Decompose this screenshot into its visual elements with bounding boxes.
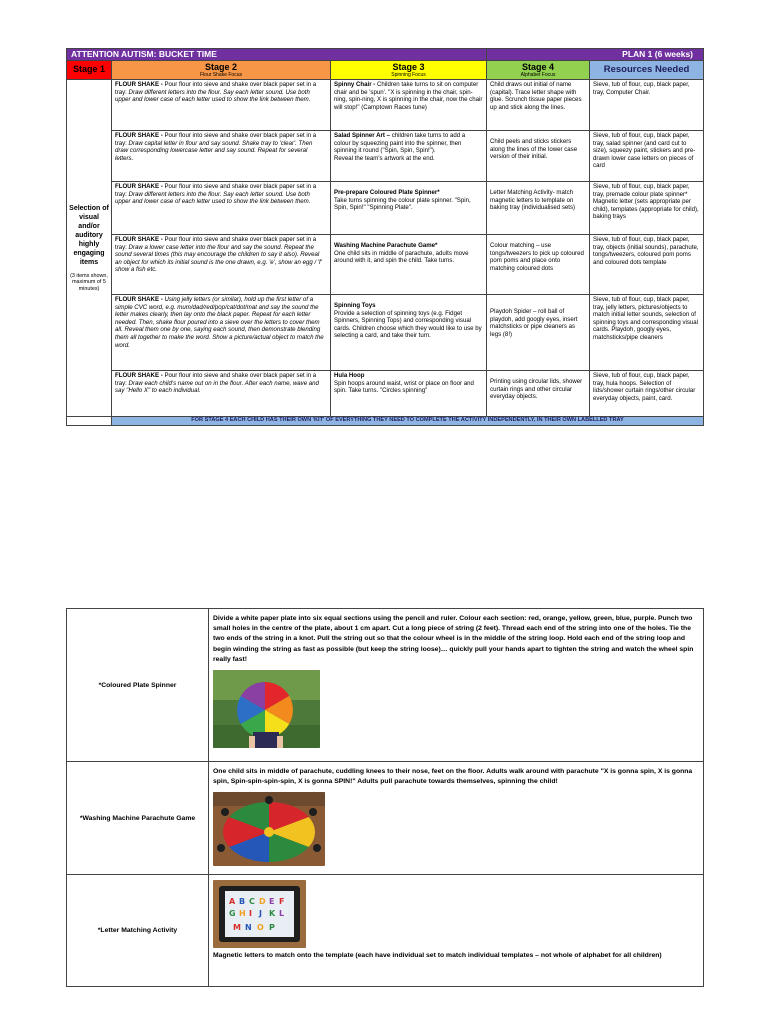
cell-text: Child draws out initial of name (capital). Trace letter shape with glue. Scrunch tissue paper pieces up and stick along the lines. (490, 81, 582, 111)
plan-row-3 (67, 182, 704, 235)
svg-text:D: D (259, 897, 266, 906)
resources-cell (590, 371, 704, 417)
cell-lead: Salad Spinner Art – (334, 132, 392, 139)
cell-text: Sieve, tub of flour, cup, black paper, tray, salad spinner (and card cut to size), squeezy paint, stickers and pre-drawn lower case letters on pieces of card (593, 132, 696, 170)
stage-3-cell (331, 182, 487, 235)
bucket-time-plan-table (66, 48, 704, 426)
svg-text:L: L (279, 909, 285, 918)
stage-2-cell (112, 131, 331, 182)
stage-4-name: Stage 4 (522, 62, 555, 72)
cell-text: Colour matching – use tongs/tweezers to pick up coloured pom poms and place onto matching coloured dots (490, 242, 584, 272)
stage-2-cell (112, 80, 331, 131)
plan-footer-row (67, 417, 704, 426)
stage-3-cell (331, 235, 487, 295)
cell-lead: FLOUR SHAKE - (115, 132, 165, 139)
cell-text: Sieve, tub of flour, cup, black paper, tray, premade colour plate spinner* Magnetic letter (sets appropriate per child), templates (appropriate for child), baking trays (593, 183, 699, 221)
svg-text:G: G (229, 909, 236, 918)
cell-instruction: Using jelly letters (or similar), hold up the first letter of a simple CVC word, e.g. mum/dad/red/pop/cat/dot/mat and say the sound the letter makes clearly, then lay onto the black paper. Repeat for each letter needed. Then, shake flour poured into a sieve over the letters to cover them all. Reveal them one by one, saying each sound, then demonstrate blending them all together to make the word. Show a picture/actual object to match the word. (115, 296, 324, 349)
magnetic-letters-tablet-photo (213, 880, 306, 948)
stage-4-focus: Alphabet Focus (520, 72, 556, 78)
cell-lead: Hula Hoop (334, 372, 365, 379)
plan-title: ATTENTION AUTISM: BUCKET TIME (67, 49, 487, 61)
resources-header: Resources Needed (590, 61, 704, 80)
stage-2-cell (112, 235, 331, 295)
cell-text: Printing using circular lids, shower curtain rings and other circular everyday objects. (490, 378, 583, 401)
cell-instruction: Draw capital letter in flour and say sound. Shake tray to 'clear'. Then draw corresponding lowercase letter and say sound. Repeat for several letters. (115, 139, 313, 162)
stage-3-cell (331, 80, 487, 131)
svg-text:K: K (269, 909, 276, 918)
activity-row-3 (67, 875, 704, 987)
cell-instruction: Draw different letters into the flour. Say each letter sound. Use both upper and lower case of each letter used to show the link between them. (115, 88, 311, 104)
cell-text: One child sits in middle of parachute, adults move around with it, and spin the child. Take turns. (334, 249, 469, 265)
activity-description (209, 762, 704, 875)
svg-text:I: I (249, 909, 252, 918)
cell-instruction: Draw each child's name out on in the flour. After each name, wave and say "Hello X" to each individual. (115, 379, 319, 395)
svg-text:H: H (239, 909, 246, 918)
stage-2-cell (112, 182, 331, 235)
cell-text: Child peels and sticks stickers along the lines of the lower case version of their initial. (490, 138, 578, 161)
cell-text: children take turns to add a colour by squeezing paint into the spinner, then spinning it round ("Spin, Spin, Spin!"). (334, 132, 466, 155)
stage-3-header (331, 61, 487, 80)
stage-4-header (487, 61, 590, 80)
cell-instruction: Draw different letters into the flour. Say each letter sound. Use both upper and lower case of each letter used to show the link between them. (115, 190, 311, 206)
plan-row-2 (67, 131, 704, 182)
cell-lead: Pre-prepare Coloured Plate Spinner* (334, 189, 440, 196)
cell-text: Reveal the team's artwork at the end. (334, 154, 435, 162)
stage-2-cell (112, 295, 331, 371)
cell-lead: Spinning Toys (334, 302, 376, 309)
activity-row-1 (67, 609, 704, 762)
cell-lead: FLOUR SHAKE - (115, 183, 165, 190)
cell-text: Take turns spinning the colour plate spinner. "Spin, Spin, Spin!" "Spinning Plate". (334, 196, 471, 212)
activity-description (209, 609, 704, 762)
stage-4-cell (487, 131, 590, 182)
resources-cell (590, 182, 704, 235)
stage-4-cell (487, 80, 590, 131)
plan-row-5 (67, 295, 704, 371)
stage-3-focus: Spinning Focus (391, 72, 426, 78)
svg-text:J: J (259, 909, 262, 918)
resources-cell (590, 295, 704, 371)
coloured-plate-spinner-photo (213, 670, 320, 748)
activity-text: Magnetic letters to match onto the template (each have individual set to match individual templates – not whole of alphabet for all children) (213, 952, 662, 959)
cell-text: Pour flour into sieve and shake over black paper set in a tray: (115, 372, 317, 387)
activity-text: Divide a white paper plate into six equal sections using the pencil and ruler. Colour each section: red, orange, yellow, green, blue, purple. Punch two small holes in the centre of the plate, about 1 cm apart. Cut a long piece of string (2 feet). Thread each end of the string into one of the holes. Tie the two ends of the string in a knot. Pull the string out so that the colour wheel is in the middle of the string loop. Hold each end of the string loop and begin winding the string as fast as possible (but keep the string loose)… quickly pull your hands apart to tighten the string and watch the wheel spin really fast! (213, 615, 694, 663)
cell-text: Sieve, tub of flour, cup, black paper, tray, Computer Chair. (593, 81, 690, 96)
cell-lead: FLOUR SHAKE - (115, 81, 165, 88)
cell-text: Pour flour into sieve and shake over black paper set in a tray: (115, 132, 317, 147)
stage-4-cell (487, 235, 590, 295)
parachute-photo (213, 792, 325, 866)
cell-text: Provide a selection of spinning toys (e.g. Fidget Spinners, Spinning Tops) and corresponding visual cards. Children choose which they would like to use by selecting a card, and take their turn. (334, 309, 482, 340)
stage-3-name: Stage 3 (392, 62, 425, 72)
cell-text: Pour flour into sieve and shake over black paper set in a tray: (115, 81, 317, 96)
stage-2-cell (112, 371, 331, 417)
cell-text: Spin hoops around waist, wrist or place on floor and spin. Take turns. "Circles spinning" (334, 379, 474, 395)
stage-2-focus: Flour Shake Focus (200, 72, 242, 78)
activity-description (209, 875, 704, 987)
svg-text:A: A (229, 897, 236, 906)
cell-lead: FLOUR SHAKE - (115, 372, 165, 379)
cell-text: Children take turns to sit on computer chair and be 'spun'. "X is spinning in the chair, spin-ning, spin-ning, X is spinning in the chair, now the chair will stop!" (Camptown Races tune) (334, 81, 483, 111)
resources-cell (590, 131, 704, 182)
stage-3-cell (331, 131, 487, 182)
activities-table (66, 608, 704, 987)
plan-title-row (67, 49, 704, 61)
svg-text:P: P (269, 923, 275, 932)
activity-name: *Washing Machine Parachute Game (67, 762, 209, 875)
stage-1-cell (67, 80, 112, 417)
cell-lead: FLOUR SHAKE - (115, 296, 165, 303)
stage-2-header (112, 61, 331, 80)
activity-name: *Letter Matching Activity (67, 875, 209, 987)
stage-1-label: Selection of visual and/or auditory highly engaging items (69, 204, 109, 266)
resources-cell (590, 235, 704, 295)
plan-footer-note: FOR STAGE 4 EACH CHILD HAS THEIR OWN 'KIT' OF EVERYTHING THEY NEED TO COMPLETE THE ACTIVITY INDEPENDENTLY, IN THEIR OWN LABELLED TRAY (112, 417, 704, 426)
cell-lead: FLOUR SHAKE - (115, 236, 165, 243)
activity-text: One child sits in middle of parachute, cuddling knees to their nose, feet on the floor. Adults walk around with parachute "X is gonna spin, X is gonna spin, Spin-spin-spin-spin, X is gonna SPIN!" Adults pull parachute towards themselves, spinning the child! (213, 768, 693, 786)
cell-lead: Washing Machine Parachute Game* (334, 242, 438, 249)
svg-text:C: C (249, 897, 255, 906)
stage-4-cell (487, 182, 590, 235)
stage-3-cell (331, 295, 487, 371)
plan-row-6 (67, 371, 704, 417)
svg-text:N: N (245, 923, 252, 932)
resources-cell (590, 80, 704, 131)
plan-row-4 (67, 235, 704, 295)
cell-text: Pour flour into sieve and shake over black paper set in a tray: (115, 183, 317, 198)
stage-4-cell (487, 295, 590, 371)
svg-text:E: E (269, 897, 275, 906)
stage-header-row (67, 61, 704, 80)
cell-text: Sieve, tub of flour, cup, black paper, tray, objects (initial sounds), parachute, tongs/tweezers, coloured pom poms and coloured dots template (593, 236, 699, 266)
cell-lead: Spinny Chair - (334, 81, 377, 88)
stage-4-cell (487, 371, 590, 417)
svg-text:F: F (279, 897, 285, 906)
svg-text:O: O (257, 923, 264, 932)
stage-1-header: Stage 1 (67, 61, 112, 80)
cell-text: Sieve, tub of flour, cup, black paper, tray, jelly letters, pictures/objects to match initial letter sounds, selection of spinning toys and corresponding visual cards. Playdoh, googly eyes, matchsticks/pipe cleaners (593, 296, 699, 341)
stage-2-name: Stage 2 (204, 62, 237, 72)
cell-text: Sieve, tub of flour, cup, black paper, tray, hula hoops. Selection of lids/shower curtain rings/other circular everyday objects, paint, card. (593, 372, 696, 402)
activity-name: *Coloured Plate Spinner (67, 609, 209, 762)
stage-1-note: (3 items shown, maximum of 5 minutes) (70, 272, 108, 292)
stage-3-cell (331, 371, 487, 417)
cell-text: Pour flour into sieve and shake over black paper set in a tray: (115, 236, 317, 251)
svg-text:B: B (239, 897, 246, 906)
plan-number: PLAN 1 (6 weeks) (487, 49, 704, 61)
cell-text: Letter Matching Activity- match magnetic letters to template on baking tray (individualised sets) (490, 189, 576, 212)
svg-text:M: M (233, 923, 241, 932)
activity-row-2 (67, 762, 704, 875)
cell-instruction: Draw a lower case letter into the flour and say the sound. Repeat the sound several times (this may encourage the children to say it also). Reveal an object for which its initial sound is the one drawn, e.g. 'e', show an egg / 'f' show a fish etc. (115, 243, 322, 274)
cell-text: Playdoh Spider – roll ball of playdoh, add googly eyes, insert matchsticks or pipe cleaners as legs (8!) (490, 308, 578, 338)
plan-row-1 (67, 80, 704, 131)
